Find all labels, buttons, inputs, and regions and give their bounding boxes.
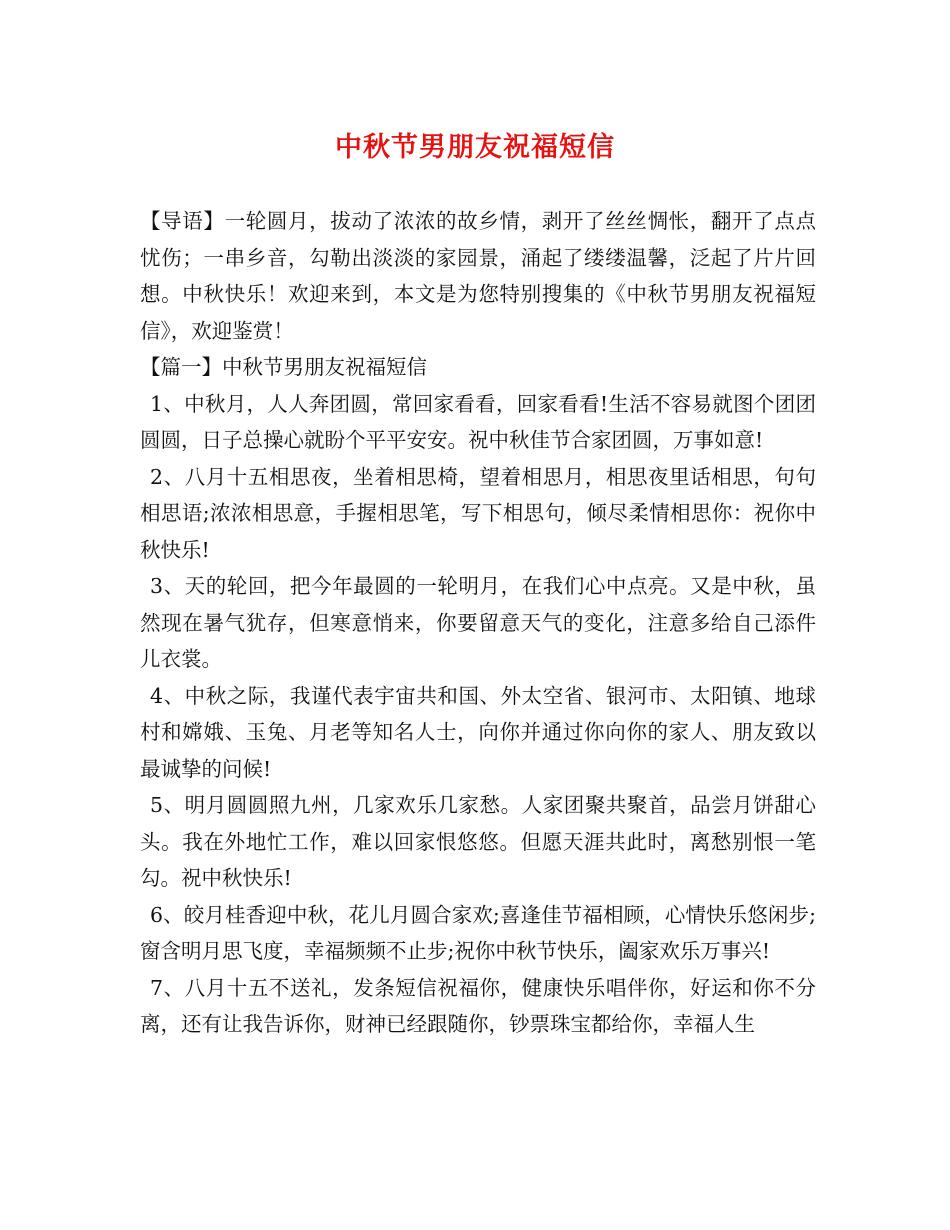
- list-item: 5、明月圆圆照九州，几家欢乐几家愁。人家团聚共聚首，品尝月饼甜心头。我在外地忙工作，难以回家恨悠悠。但愿天涯共此时，离愁别恨一笔勾。祝中秋快乐!: [140, 793, 816, 890]
- list-item: 3、天的轮回，把今年最圆的一轮明月，在我们心中点亮。又是中秋，虽然现在暑气犹存，但寒意悄来，你要留意天气的变化，注意多给自己添件儿衣裳。: [140, 574, 816, 671]
- list-item: 7、八月十五不送礼，发条短信祝福你，健康快乐唱伴你，好运和你不分离，还有让我告诉你，财神已经跟随你，钞票珠宝都给你，幸福人生: [140, 975, 816, 1036]
- section-heading: 【篇一】中秋节男朋友祝福短信: [140, 355, 427, 379]
- list-item: 1、中秋月，人人奔团圆，常回家看看，回家看看!生活不容易就图个团团圆圆，日子总操心就盼个平平安安。祝中秋佳节合家团圆，万事如意!: [140, 391, 816, 452]
- list-item: 4、中秋之际，我谨代表宇宙共和国、外太空省、银河市、太阳镇、地球村和嫦娥、玉兔、月老等知名人士，向你并通过你向你的家人、朋友致以最诚挚的问候!: [140, 683, 816, 781]
- document-title: 中秋节男朋友祝福短信: [335, 132, 615, 163]
- list-item: 2、八月十五相思夜，坐着相思椅，望着相思月，相思夜里话相思，句句相思语;浓浓相思意，手握相思笔，写下相思句，倾尽柔情相思你：祝你中秋快乐!: [140, 464, 816, 562]
- document-body: [140, 203, 816, 1043]
- list-item: 6、皎月桂香迎中秋，花儿月圆合家欢;喜逢佳节福相顾，心情快乐悠闲步;窗含明月思飞度，幸福频频不止步;祝你中秋节快乐，阖家欢乐万事兴!: [140, 902, 816, 963]
- intro-paragraph: 【导语】一轮圆月，拔动了浓浓的故乡情，剥开了丝丝惆怅，翻开了点点忧伤；一串乡音，勾勒出淡淡的家园景，涌起了缕缕温馨，泛起了片片回想。中秋快乐！欢迎来到，本文是为您特别搜集的《中秋节男朋友祝福短信》，欢迎鉴赏！: [140, 209, 816, 343]
